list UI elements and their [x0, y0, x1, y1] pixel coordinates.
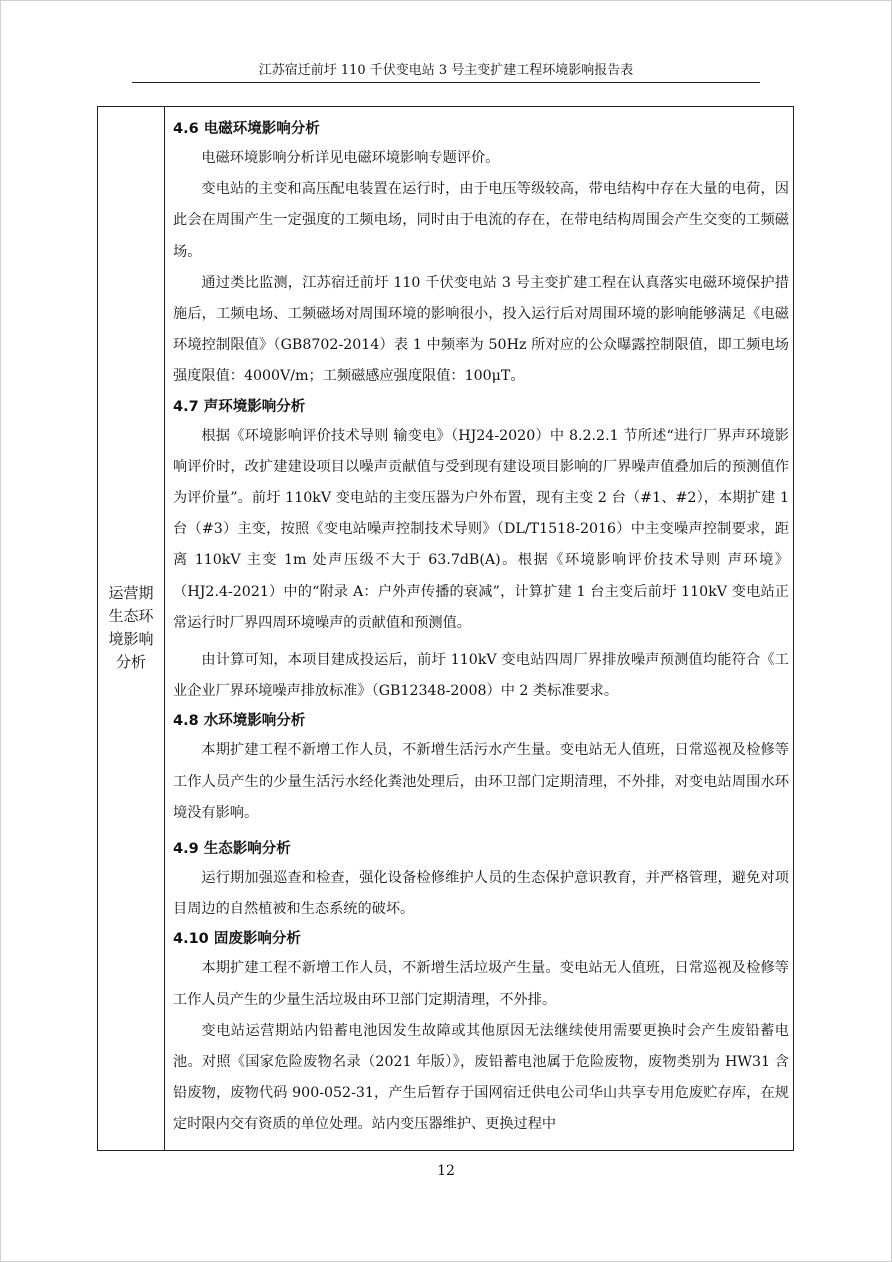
section-heading-4-10: 4.10 固废影响分析	[173, 931, 301, 948]
paragraph: 由计算可知，本项目建成投运后，前圩 110kV 变电站四周厂界排放噪声预测值均能符合《工业企业厂界环境噪声排放标准》（GB12348-2008）中 2 类标准要求。	[173, 652, 789, 700]
paragraph: 变电站的主变和高压配电装置在运行时，由于电压等级较高，带电结构中存在大量的电荷，因此会在周围产生一定强度的工频电场，同时由于电流的存在，在带电结构周围会产生交变的工频磁场。	[173, 181, 789, 260]
page-number: 12	[437, 1163, 455, 1179]
paragraph: 变电站运营期站内铅蓄电池因发生故障或其他原因无法继续使用需要更换时会产生废铅蓄电池。对照《国家危险废物名录（2021 年版）》，废铅蓄电池属于危险废物，废物类别为 HW31 含铅废物，废物代码 900-052-31，产生后暂存于国网宿迁供电公司华山共享专用危废贮存库，在规定时限内交有资质的单位处理。站内变压器维护、更换过程中	[173, 1022, 789, 1133]
row-label-line: 运营期	[108, 584, 154, 602]
paragraph: 通过类比监测，江苏宿迁前圩 110 千伏变电站 3 号主变扩建工程在认真落实电磁环境保护措施后，工频电场、工频磁场对周围环境的影响很小，投入运行后对周围环境的影响能够满足《电磁环境控制限值》（GB8702-2014）表 1 中频率为 50Hz 所对应的公众曝露控制限值，即工频电场强度限值：4000V/m；工频磁感应强度限值：100μT。	[173, 274, 789, 385]
paragraph: 电磁环境影响分析详见电磁环境影响专题评价。	[201, 150, 500, 166]
column-divider	[164, 106, 165, 1151]
paragraph: 本期扩建工程不新增工作人员，不新增生活垃圾产生量。变电站无人值班，日常巡视及检修等工作人员产生的少量生活垃圾由环卫部门定期清理，不外排。	[173, 960, 789, 1008]
row-label-line: 分析	[115, 653, 146, 671]
row-label	[98, 582, 164, 674]
section-heading-4-7: 4.7 声环境影响分析	[173, 398, 306, 415]
section-heading-4-9: 4.9 生态影响分析	[173, 841, 291, 858]
section-content	[173, 115, 789, 1141]
section-heading-4-6: 4.6 电磁环境影响分析	[173, 121, 320, 137]
row-label-line: 生态环	[108, 607, 154, 625]
row-label-line: 境影响	[108, 630, 154, 648]
section-heading-4-8: 4.8 水环境影响分析	[173, 713, 306, 730]
paragraph: 根据《环境影响评价技术导则 输变电》（HJ24-2020）中 8.2.2.1 节所述“进行厂界声环境影响评价时，改扩建建设项目以噪声贡献值与受到现有建设项目影响的厂界噪声值叠加后的预测值作为评价量”。前圩 110kV 变电站的主变压器为户外布置，现有主变 2 台（#1、#2），本期扩建 1 台（#3）主变，按照《变电站噪声控制技术导则》（DL/T1518-2016）中主变噪声控制要求，距离 110kV 主变 1m 处声压级不大于 63.7dB(A)。根据《环境影响评价技术导则 声环境》（HJ2.4-2021）中的“附录 A：户外声传播的衰减”，计算扩建 1 台主变后前圩 110kV 变电站正常运行时厂界四周环境噪声的贡献值和预测值。	[173, 427, 789, 631]
header-rule	[132, 82, 760, 83]
page-header-title: 江苏宿迁前圩 110 千伏变电站 3 号主变扩建工程环境影响报告表	[258, 63, 634, 78]
paragraph: 本期扩建工程不新增工作人员，不新增生活污水产生量。变电站无人值班，日常巡视及检修等工作人员产生的少量生活污水经化粪池处理后，由环卫部门定期清理，不外排，对变电站周围水环境没有影响。	[173, 742, 789, 821]
paragraph: 运行期加强巡查和检查，强化设备检修维护人员的生态保护意识教育，并严格管理，避免对项目周边的自然植被和生态系统的破坏。	[173, 870, 789, 918]
